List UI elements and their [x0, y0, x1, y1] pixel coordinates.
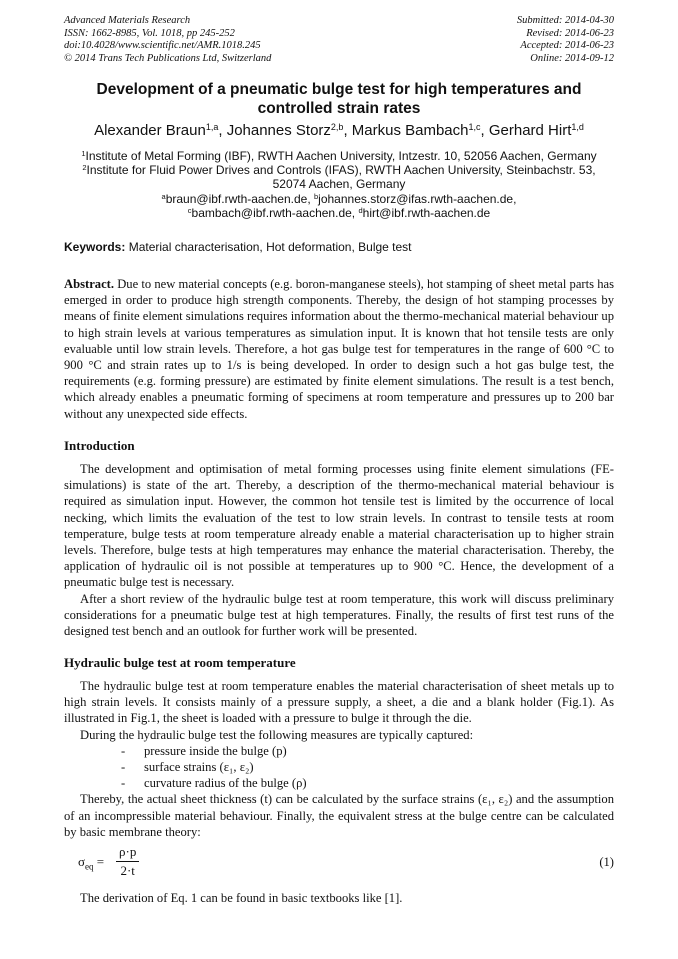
issn-line: ISSN: 1662-8985, Vol. 1018, pp 245-252: [64, 27, 235, 39]
equation-fraction: $\frac{\rho\cdot p}{2\cdot t}$: [116, 844, 139, 879]
list-item: - surface strains (ε₁, ε₂): [121, 760, 254, 775]
author-name: Markus Bambach: [351, 122, 469, 139]
revised-date: Revised: 2014-06-23: [526, 27, 614, 39]
journal-name: Advanced Materials Research: [64, 15, 191, 26]
journal-header-right: [517, 15, 614, 65]
email-link[interactable]: johannes.storz@ifas.rwth-aachen.de: [318, 191, 514, 206]
measures-list: [64, 743, 614, 792]
paper-title: Development of a pneumatic bulge test for high temperatures and controlled strain rates: [96, 81, 582, 117]
affiliation-1: $^1$Institute of Metal Forming (IBF), RWTH Aachen University, Intzestr. 10, 52056 Aachen, Germany: [81, 149, 597, 163]
paragraph: After a short review of the hydraulic bulge test at room temperature, this work will discuss preliminary considerations for a pneumatic bulge test at high temperatures. Finally, the results of first test runs of the designed test bench and an outlook for further work will be presented.: [64, 591, 614, 639]
email-link[interactable]: hirt@ibf.rwth-aachen.de: [362, 205, 491, 220]
equation-number: (1): [599, 855, 614, 870]
doi-line: doi:10.4028/www.scientific.net/AMR.1018.245: [64, 40, 261, 51]
paragraph: The hydraulic bulge test at room temperature enables the material characterisation of sheet metals up to high strain levels. It consists mainly of a pressure supply, a sheet, a die and a blank holder (Fig.1). As illustrated in Fig.1, the sheet is loaded with a pressure to bulge it through the die.: [64, 679, 614, 726]
copyright-line: © 2014 Trans Tech Publications Ltd, Switzerland: [64, 52, 272, 64]
introduction-section: [64, 461, 614, 639]
keywords-label: Keywords:: [64, 240, 126, 254]
online-date: Online: 2014-09-12: [530, 52, 614, 64]
abstract-label: Abstract.: [64, 277, 115, 291]
affiliations: $^1$Institute of Metal Forming (IBF), RWTH Aachen University, Intzestr. 10, 52056 Aachen, Germany $^2$Institute for Fluid Power Drives and Controls (IFAS), RWTH Aachen University, Steinbachstr. 53, 52074 Aachen, Germany $^a$braun@ibf.rwth-aachen.de, $^b$johannes.storz@ifas.rwth-aachen.de, $^c$bambach@ibf.rwth-aachen.de, $^d$hirt@ibf.rwth-aachen.de: [64, 149, 614, 220]
equation-1: $\sigma_{eq}$ = $\frac{\rho\cdot p}{2\cdot t}$ (1): [78, 844, 614, 879]
submitted-date: Submitted: 2014-04-30: [516, 15, 614, 26]
paragraph: Thereby, the actual sheet thickness (t) can be calculated by the surface strains (ε₁, ε₂) and the assumption of an incompressible material behaviour. Finally, the equivalent stress at the bulge centre can be calculated by basic membrane theory:: [64, 792, 614, 839]
section-heading-hydraulic: Hydraulic bulge test at room temperature: [64, 655, 296, 670]
email-line-2: $^c$bambach@ibf.rwth-aachen.de, $^d$hirt@ibf.rwth-aachen.de: [187, 205, 491, 220]
paragraph: The development and optimisation of metal forming processes using finite element simulations (FE-simulations) is state of the art. Thereby, a description of the thermo-mechanical material behaviour is required as simulation input. However, the common hot tensile test is limited by the occurrence of local necking, which limits the evaluation of the test to low strain levels. In contrast to tensile tests at room temperature, bulge tests at room temperature already enable a material characterisation up to higher strain levels. Therefore, bulge tests at high temperatures may enhance the material characterisation. Thereby, the application of hydraulic oil is not possible at temperatures up to 900 °C. Hence, the development of a pneumatic bulge test is necessary.: [64, 462, 614, 590]
author-list: Alexander Braun$^{1,a}$, Johannes Storz$^{2,b}$, Markus Bambach$^{1,c}$, Gerhard Hirt$^{1,d}$: [94, 122, 584, 139]
email-link[interactable]: bambach@ibf.rwth-aachen.de: [191, 205, 352, 220]
email-line-1: $^a$braun@ibf.rwth-aachen.de, $^b$johannes.storz@ifas.rwth-aachen.de,: [161, 191, 517, 206]
email-link[interactable]: braun@ibf.rwth-aachen.de: [165, 191, 308, 206]
list-item: - pressure inside the bulge (p): [121, 743, 287, 758]
abstract: [64, 276, 614, 422]
keywords-text: Material characterisation, Hot deformation, Bulge test: [128, 240, 412, 254]
journal-header-left: [64, 15, 271, 65]
keywords: [64, 240, 614, 254]
paragraph: The derivation of Eq. 1 can be found in basic textbooks like [1].: [80, 891, 403, 906]
author-name: Alexander Braun: [94, 122, 206, 139]
affiliation-2: $^2$Institute for Fluid Power Drives and Controls (IFAS), RWTH Aachen University, Steinbachstr. 53,: [82, 163, 596, 178]
section-heading-introduction: Introduction: [64, 438, 135, 453]
list-item: - curvature radius of the bulge (ρ): [121, 776, 307, 791]
paragraph: During the hydraulic bulge test the following measures are typically captured:: [80, 727, 474, 742]
author-name: Gerhard Hirt: [488, 122, 572, 139]
accepted-date: Accepted: 2014-06-23: [520, 40, 614, 51]
hydraulic-section: [64, 678, 614, 906]
author-name: Johannes Storz: [226, 122, 331, 139]
abstract-text: Due to new material concepts (e.g. boron-manganese steels), hot stamping of sheet metal parts has emerged in order to produce high strength components. Thereby, the design of hot stamping processes by means of finite element simulations requires information about the thermo-mechanical material behaviour up to high strain levels at various temperatures as simulation input. It is known that hot tensile tests are only evaluable until low strain levels. Therefore, a hot gas bulge test for temperatures in the range of 600 °C to 900 °C and strain rates up to 1/s is being developed. In order to design such a hot gas bulge test, the requirements (e.g. forming pressure) are estimated by finite element simulations. The result is a test bench, which already enables a pneumatic forming of specimens at room temperature and pressures up to 200 bar without any unexpected side effects.: [64, 277, 614, 421]
